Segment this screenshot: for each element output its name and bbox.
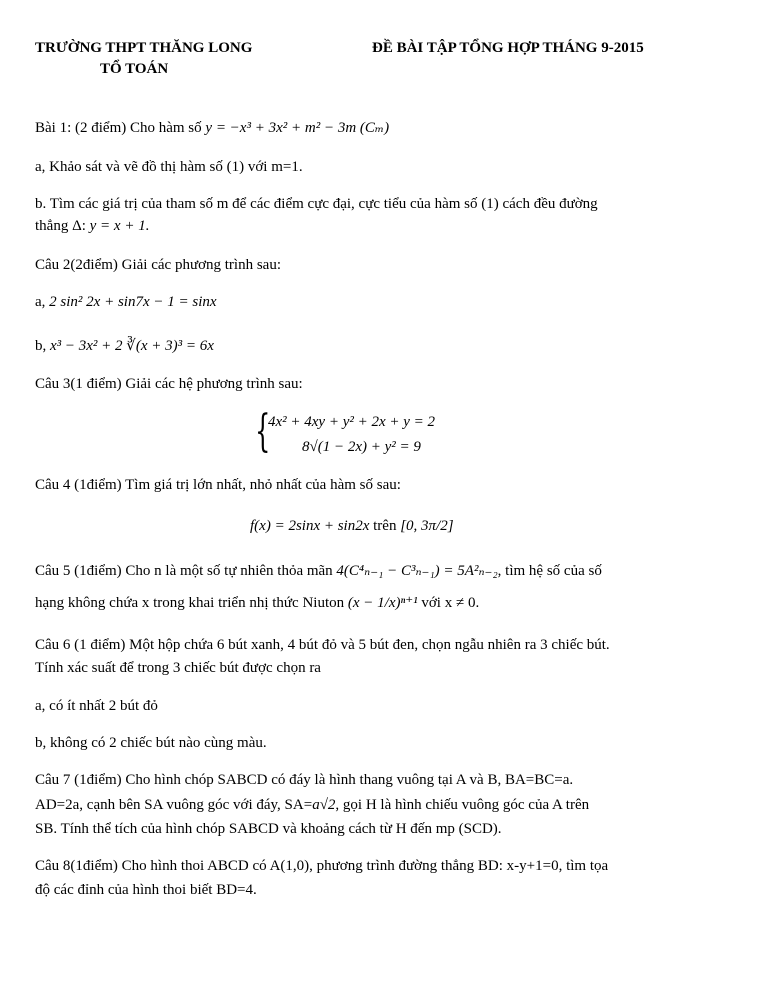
q2-part-a-prefix: a, (35, 294, 50, 310)
q4-formula: f(x) = 2sinx + sin2x (250, 518, 370, 534)
q5-line1-prefix: Câu 5 (1điểm) Cho n là một số tự nhiên thỏa mãn (35, 563, 337, 579)
q5-line1-suffix: , tìm hệ số của số (497, 563, 602, 579)
q3-equation-1: 4x² + 4xy + y² + 2x + y = 2 (268, 414, 436, 430)
q6-part-a: a, có ít nhất 2 bút đỏ (35, 698, 158, 714)
system-brace: { (255, 406, 271, 457)
school-name: TRƯỜNG THPT THĂNG LONG (35, 40, 253, 56)
q2-part-a-formula: 2 sin² 2x + sin7x − 1 = sinx (49, 294, 217, 310)
q6-line1: Câu 6 (1 điểm) Một hộp chứa 6 bút xanh, 4 bút đỏ và 5 bút đen, chọn ngẫu nhiên ra 3 chiếc bút. (35, 637, 610, 653)
q1-part-b-formula: y = x + 1. (89, 218, 150, 234)
q2-title: Câu 2(2điểm) Giải các phương trình sau: (35, 257, 281, 273)
q5-line2-prefix: hạng không chứa x trong khai triển nhị thức Niuton (35, 595, 348, 611)
q3-title: Câu 3(1 điểm) Giải các hệ phương trình sau: (35, 376, 303, 392)
q7-line3: SB. Tính thể tích của hình chóp SABCD và khoảng cách từ H đến mp (SCD). (35, 821, 502, 837)
q7-line1: Câu 7 (1điểm) Cho hình chóp SABCD có đáy là hình thang vuông tại A và B, BA=BC=a. (35, 772, 574, 788)
department-name: TỔ TOÁN (100, 61, 169, 77)
q6-line2: Tính xác suất để trong 3 chiếc bút được chọn ra (35, 660, 321, 676)
q5-line2-formula: (x − 1/x)ⁿ⁺¹ (347, 595, 418, 611)
q7-line2 (35, 796, 589, 814)
q3-equation-2: 8√(1 − 2x) + y² = 9 (302, 439, 421, 455)
q5-line1 (35, 562, 602, 580)
q4-interval: [0, 3π/2] (400, 518, 454, 534)
exam-title: ĐỀ BÀI TẬP TỔNG HỢP THÁNG 9-2015 (372, 40, 644, 56)
q2-part-a (35, 293, 217, 311)
q7-line2-suffix: , gọi H là hình chiếu vuông góc của A trên (335, 797, 590, 813)
q8-line1: Câu 8(1điểm) Cho hình thoi ABCD có A(1,0), phương trình đường thẳng BD: x-y+1=0, tìm tọa (35, 858, 609, 874)
q7-line2-prefix: AD=2a, cạnh bên SA vuông góc với đáy, SA= (35, 797, 313, 813)
q4-formula-line (250, 517, 454, 535)
q1-formula: y = −x³ + 3x² + m² − 3m (Cₘ) (205, 120, 390, 136)
q5-line2-suffix: với x ≠ 0. (421, 595, 480, 611)
q1-statement (35, 119, 389, 137)
q4-interval-word: trên (373, 518, 397, 534)
q2-part-b-formula: x³ − 3x² + 2 ∛(x + 3)³ = 6x (50, 338, 214, 354)
q5-line1-formula: 4(C⁴ₙ₋₁ − C³ₙ₋₁) = 5A²ₙ₋₂ (336, 563, 498, 579)
q6-part-b: b, không có 2 chiếc bút nào cùng màu. (35, 735, 267, 751)
q1-part-a: a, Khảo sát và vẽ đồ thị hàm số (1) với m=1. (35, 159, 303, 175)
q1-prefix: Bài 1: (2 điểm) Cho hàm số (35, 120, 206, 136)
q1-part-b-line1: b. Tìm các giá trị của tham số m để các điểm cực đại, cực tiểu của hàm số (1) cách đều đường (35, 196, 598, 212)
q2-part-b-prefix: b, (35, 338, 50, 354)
q2-part-b (35, 337, 214, 355)
q7-line2-formula: a√2 (312, 797, 336, 813)
q1-part-b-prefix: thẳng Δ: (35, 218, 90, 234)
q4-title: Câu 4 (1điểm) Tìm giá trị lớn nhất, nhỏ nhất của hàm số sau: (35, 477, 401, 493)
q1-part-b-line2 (35, 217, 149, 235)
q8-line2: độ các đỉnh của hình thoi biết BD=4. (35, 882, 257, 898)
q5-line2 (35, 594, 479, 612)
